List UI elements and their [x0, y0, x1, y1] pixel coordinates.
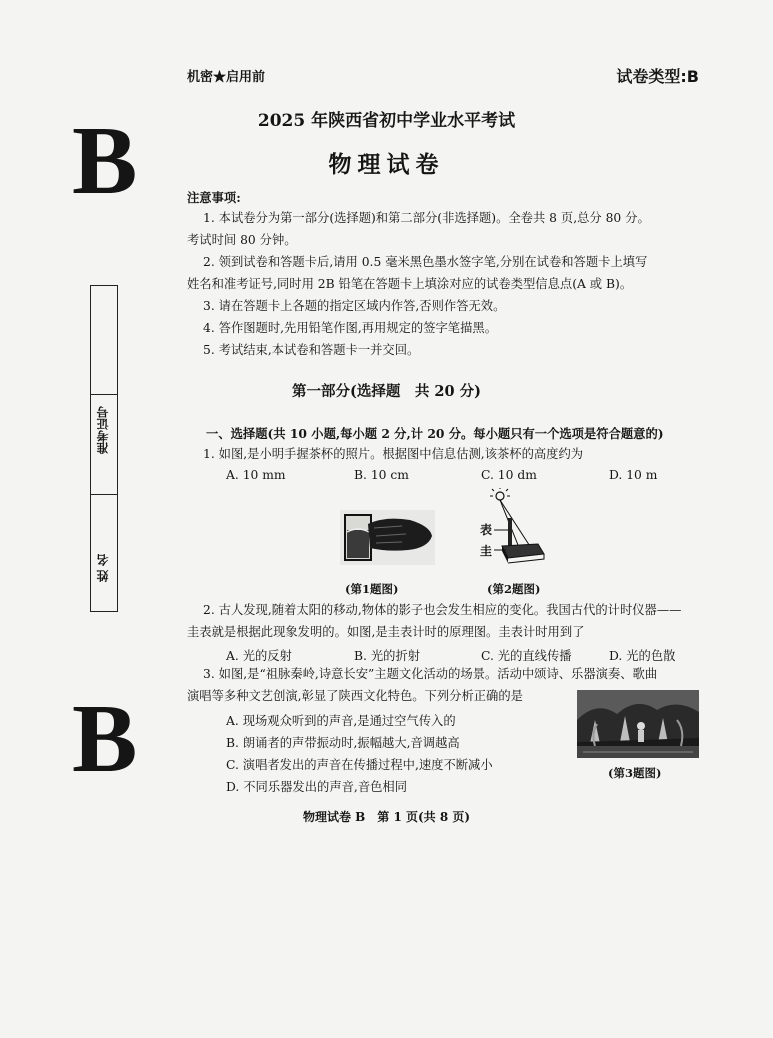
notice-heading: 注意事项: — [187, 190, 241, 205]
paper-type-letter-top: B — [72, 107, 138, 215]
q2-option-c: C. 光的直线传播 — [481, 649, 572, 663]
part1-instruction: 一、选择题(共 10 小题,每小题 2 分,计 20 分。每小题只有一个选项是符合题意的) — [206, 426, 664, 441]
exam-number-label: 准考证号 — [96, 406, 110, 454]
paper-type-letter-bottom: B — [72, 685, 138, 793]
name-label: 姓 名 — [96, 554, 110, 583]
q1-option-a: A. 10 mm — [226, 468, 286, 482]
q1-option-d: D. 10 m — [609, 468, 658, 482]
q3-option-d: D. 不同乐器发出的声音,音色相同 — [226, 780, 408, 794]
notice-item-3: 3. 请在答题卡上各题的指定区域内作答,否则作答无效。 — [203, 299, 506, 313]
q3-option-c: C. 演唱者发出的声音在传播过程中,速度不断减小 — [226, 758, 493, 772]
notice-item-2: 2. 领到试卷和答题卡后,请用 0.5 毫米黑色墨水签字笔,分别在试卷和答题卡上填写 — [203, 255, 648, 269]
notice-item-4: 4. 答作图题时,先用铅笔作图,再用规定的签字笔描黑。 — [203, 321, 497, 335]
notice-item-1-cont: 考试时间 80 分钟。 — [187, 233, 297, 247]
q1-cup-photo — [340, 510, 435, 565]
paper-type-label: 试卷类型:B — [616, 67, 699, 86]
notice-item-5: 5. 考试结束,本试卷和答题卡一并交回。 — [203, 343, 420, 357]
subject-title: 物理试卷 — [328, 151, 445, 178]
q2-figure-caption: (第2题图) — [487, 582, 541, 596]
notice-item-1: 1. 本试卷分为第一部分(选择题)和第二部分(非选择题)。全卷共 8 页,总分 80 分。 — [203, 211, 650, 225]
exam-title: 2025 年陕西省初中学业水平考试 — [257, 111, 516, 131]
q1-figure-caption: (第1题图) — [345, 582, 399, 596]
q2-label-gui: 圭 — [480, 544, 493, 558]
q3-option-a: A. 现场观众听到的声音,是通过空气传入的 — [226, 714, 456, 728]
notice-item-2-cont: 姓名和准考证号,同时用 2B 铅笔在答题卡上填涂对应的试卷类型信息点(A 或 B)。 — [187, 277, 633, 291]
q2-stem-cont: 圭表就是根据此现象发明的。如图,是圭表计时的原理图。圭表计时用到了 — [187, 625, 585, 639]
q3-option-b: B. 朗诵者的声带振动时,振幅越大,音调越高 — [226, 736, 460, 750]
q3-stem-cont: 演唱等多种文艺创演,彰显了陕西文化特色。下列分析正确的是 — [187, 689, 523, 703]
secret-label: 机密★启用前 — [187, 70, 266, 85]
q2-label-biao: 表 — [480, 523, 493, 537]
q3-event-photo — [577, 690, 699, 758]
candidate-info-box — [90, 285, 118, 612]
page-footer: 物理试卷 B 第 1 页(共 8 页) — [302, 810, 471, 824]
q3-figure-caption: (第3题图) — [608, 766, 662, 780]
q3-stem: 3. 如图,是“祖脉秦岭,诗意长安”主题文化活动的场景。活动中颂诗、乐器演奏、歌曲 — [203, 667, 658, 681]
q2-option-b: B. 光的折射 — [354, 649, 421, 663]
q1-stem: 1. 如图,是小明手握茶杯的照片。根据图中信息估测,该茶杯的高度约为 — [203, 447, 584, 461]
q1-option-c: C. 10 dm — [481, 468, 537, 482]
q2-stem: 2. 古人发现,随着太阳的移动,物体的影子也会发生相应的变化。我国古代的计时仪器—— — [203, 603, 682, 617]
q1-option-b: B. 10 cm — [354, 468, 409, 482]
q2-option-d: D. 光的色散 — [609, 649, 676, 663]
q2-option-a: A. 光的反射 — [226, 649, 292, 663]
part1-heading: 第一部分(选择题 共 20 分) — [292, 383, 481, 400]
